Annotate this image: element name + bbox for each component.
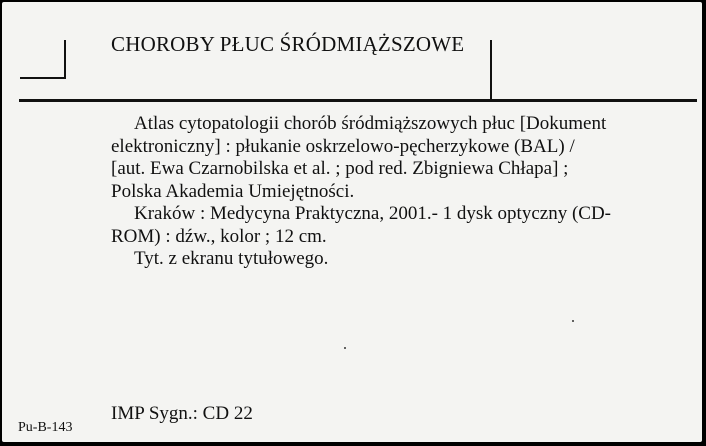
catalog-card (2, 2, 702, 442)
call-number: IMP Sygn.: CD 22 (111, 403, 253, 424)
imprint-line: Kraków : Medycyna Praktyczna, 2001.- 1 dysk optyczny (CD-ROM) : dźw., kolor ; 12 cm. (111, 203, 611, 247)
corner-mark-vertical (64, 40, 66, 78)
speck (572, 320, 574, 322)
speck (344, 347, 346, 349)
subject-heading: CHOROBY PŁUC ŚRÓDMIĄŻSZOWE (111, 32, 465, 56)
card-body (111, 113, 611, 271)
title-note: Tyt. z ekranu tytułowego. (134, 248, 329, 269)
heading-divider (490, 40, 492, 100)
corner-mark-horizontal (20, 77, 66, 79)
shelf-mark: Pu-B-143 (18, 420, 73, 435)
bibliographic-description: Atlas cytopatologii chorób śródmiąższowych płuc [Dokument elektroniczny] : płukanie oskrzelowo-pęcherzykowe (BAL) / [aut. Ewa Czarnobilska et al. ; pod red. Zbigniewa Chłapa] ; Polska Akademia Umiejętności. (111, 113, 607, 202)
horizontal-rule (19, 99, 697, 102)
